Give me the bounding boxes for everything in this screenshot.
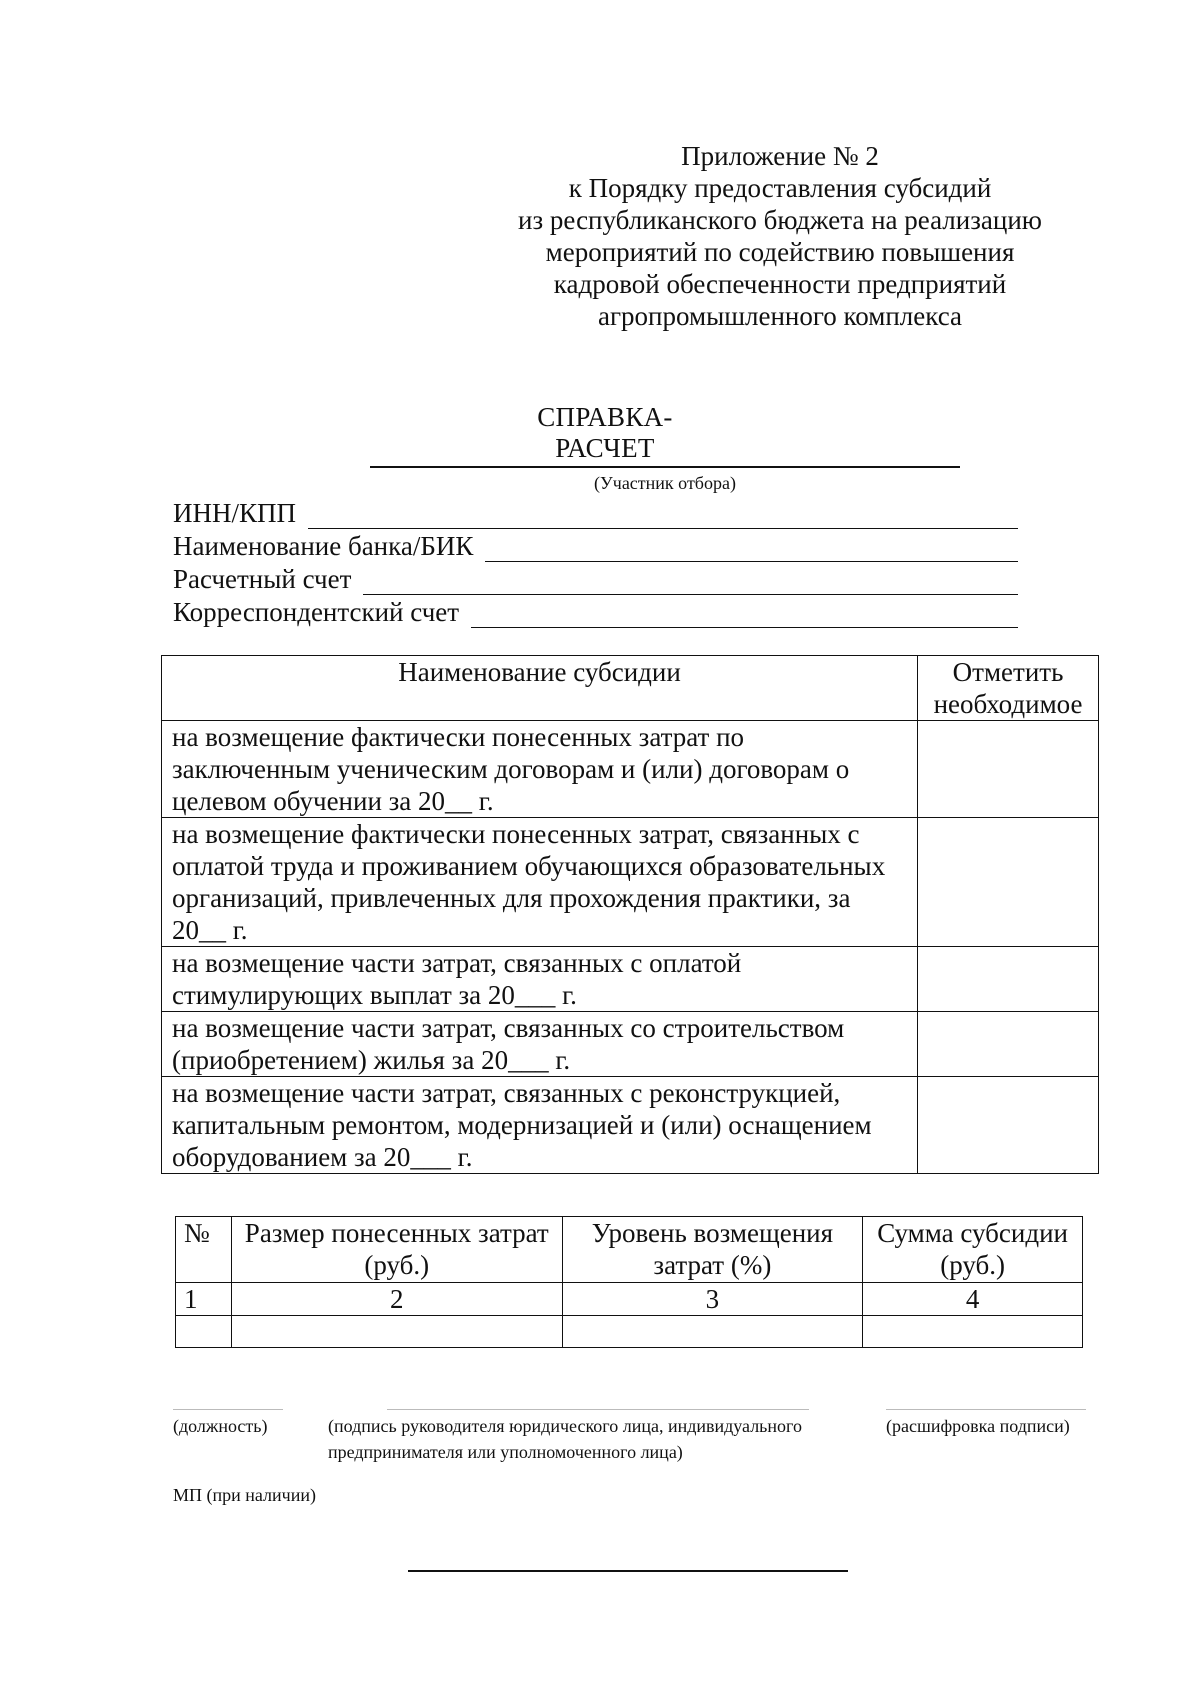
- document-title: СПРАВКА-РАСЧЕТ: [537, 402, 673, 463]
- column-header: Сумма субсидии (руб.): [863, 1217, 1083, 1283]
- signature-decoding-line[interactable]: [886, 1409, 1086, 1410]
- header-line: агропромышленного комплекса: [598, 301, 962, 331]
- signature-line[interactable]: [387, 1409, 809, 1410]
- column-number: 3: [562, 1283, 863, 1316]
- column-header: Отметить необходимое: [918, 656, 1099, 721]
- table-row: [162, 1077, 1099, 1174]
- signature-caption-line2: предпринимателя или уполномоченного лица): [328, 1442, 683, 1462]
- header-line: кадровой обеспеченности предприятий: [553, 269, 1007, 299]
- mark-cell[interactable]: [918, 1012, 1099, 1077]
- column-header: Размер понесенных затрат (руб.): [231, 1217, 562, 1283]
- column-header: Наименование субсидии: [162, 656, 918, 721]
- bank-bik-input-line[interactable]: [485, 537, 1018, 562]
- bank-bik-field: [173, 530, 1018, 562]
- bottom-rule: [408, 1570, 848, 1572]
- table-row: [176, 1316, 1083, 1348]
- subsidy-amount-cell[interactable]: [863, 1316, 1083, 1348]
- decoding-caption: (расшифровка подписи): [886, 1416, 1070, 1436]
- signature-caption-line1: (подпись руководителя юридического лица, индивидуального: [328, 1416, 802, 1436]
- header-line: Приложение № 2: [681, 141, 879, 171]
- header-line: к Порядку предоставления субсидий: [568, 173, 992, 203]
- mark-cell[interactable]: [918, 1077, 1099, 1174]
- correspondent-account-field: [173, 596, 1018, 628]
- field-label: Наименование банка/БИК: [173, 531, 474, 561]
- header-line: из республиканского бюджета на реализацию: [518, 205, 1042, 235]
- field-label: Расчетный счет: [173, 564, 352, 594]
- settlement-account-input-line[interactable]: [363, 570, 1018, 595]
- mark-cell[interactable]: [918, 818, 1099, 947]
- subsidy-name-cell: на возмещение части затрат, связанных со строительством (приобретением) жилья за 20___ г.: [162, 1012, 918, 1077]
- inn-kpp-input-line[interactable]: [308, 504, 1018, 529]
- correspondent-account-input-line[interactable]: [471, 603, 1018, 628]
- stamp-note: МП (при наличии): [173, 1485, 316, 1505]
- column-number-row: [176, 1283, 1083, 1316]
- table-header-row: [176, 1217, 1083, 1283]
- column-number: 4: [863, 1283, 1083, 1316]
- costs-cell[interactable]: [231, 1316, 562, 1348]
- subsidy-table: [161, 655, 1099, 1174]
- number-cell[interactable]: [176, 1316, 232, 1348]
- subsidy-name-cell: на возмещение части затрат, связанных с реконструкцией, капитальным ремонтом, модернизацией и (или) оснащением оборудованием за 20___ г.: [162, 1077, 918, 1174]
- mark-cell[interactable]: [918, 721, 1099, 818]
- subsidy-name-cell: на возмещение фактически понесенных затрат, связанных с оплатой труда и проживанием обучающихся образовательных организаций, привлеченных для прохождения практики, за 20__ г.: [162, 818, 918, 947]
- table-row: [162, 947, 1099, 1012]
- column-header: Уровень возмещения затрат (%): [562, 1217, 863, 1283]
- table-row: [162, 818, 1099, 947]
- field-label: Корреспондентский счет: [173, 597, 460, 627]
- table-row: [162, 721, 1099, 818]
- table-row: [162, 1012, 1099, 1077]
- table-header-row: [162, 656, 1099, 721]
- participant-caption: (Участник отбора): [594, 473, 736, 493]
- participant-line[interactable]: [370, 466, 960, 468]
- reimbursement-level-cell[interactable]: [562, 1316, 863, 1348]
- subsidy-name-cell: на возмещение части затрат, связанных с оплатой стимулирующих выплат за 20___ г.: [162, 947, 918, 1012]
- position-caption: (должность): [173, 1416, 268, 1436]
- document-header: [510, 140, 1050, 332]
- field-label: ИНН/КПП: [173, 498, 297, 528]
- column-header: №: [176, 1217, 232, 1283]
- column-number: 1: [176, 1283, 232, 1316]
- inn-kpp-field: [173, 497, 1018, 529]
- mark-cell[interactable]: [918, 947, 1099, 1012]
- column-number: 2: [231, 1283, 562, 1316]
- settlement-account-field: [173, 563, 1018, 595]
- position-line[interactable]: [173, 1409, 283, 1410]
- subsidy-name-cell: на возмещение фактически понесенных затрат по заключенным ученическим договорам и (или) договорам о целевом обучении за 20__ г.: [162, 721, 918, 818]
- calculation-table: [175, 1216, 1083, 1348]
- header-line: мероприятий по содействию повышения: [545, 237, 1015, 267]
